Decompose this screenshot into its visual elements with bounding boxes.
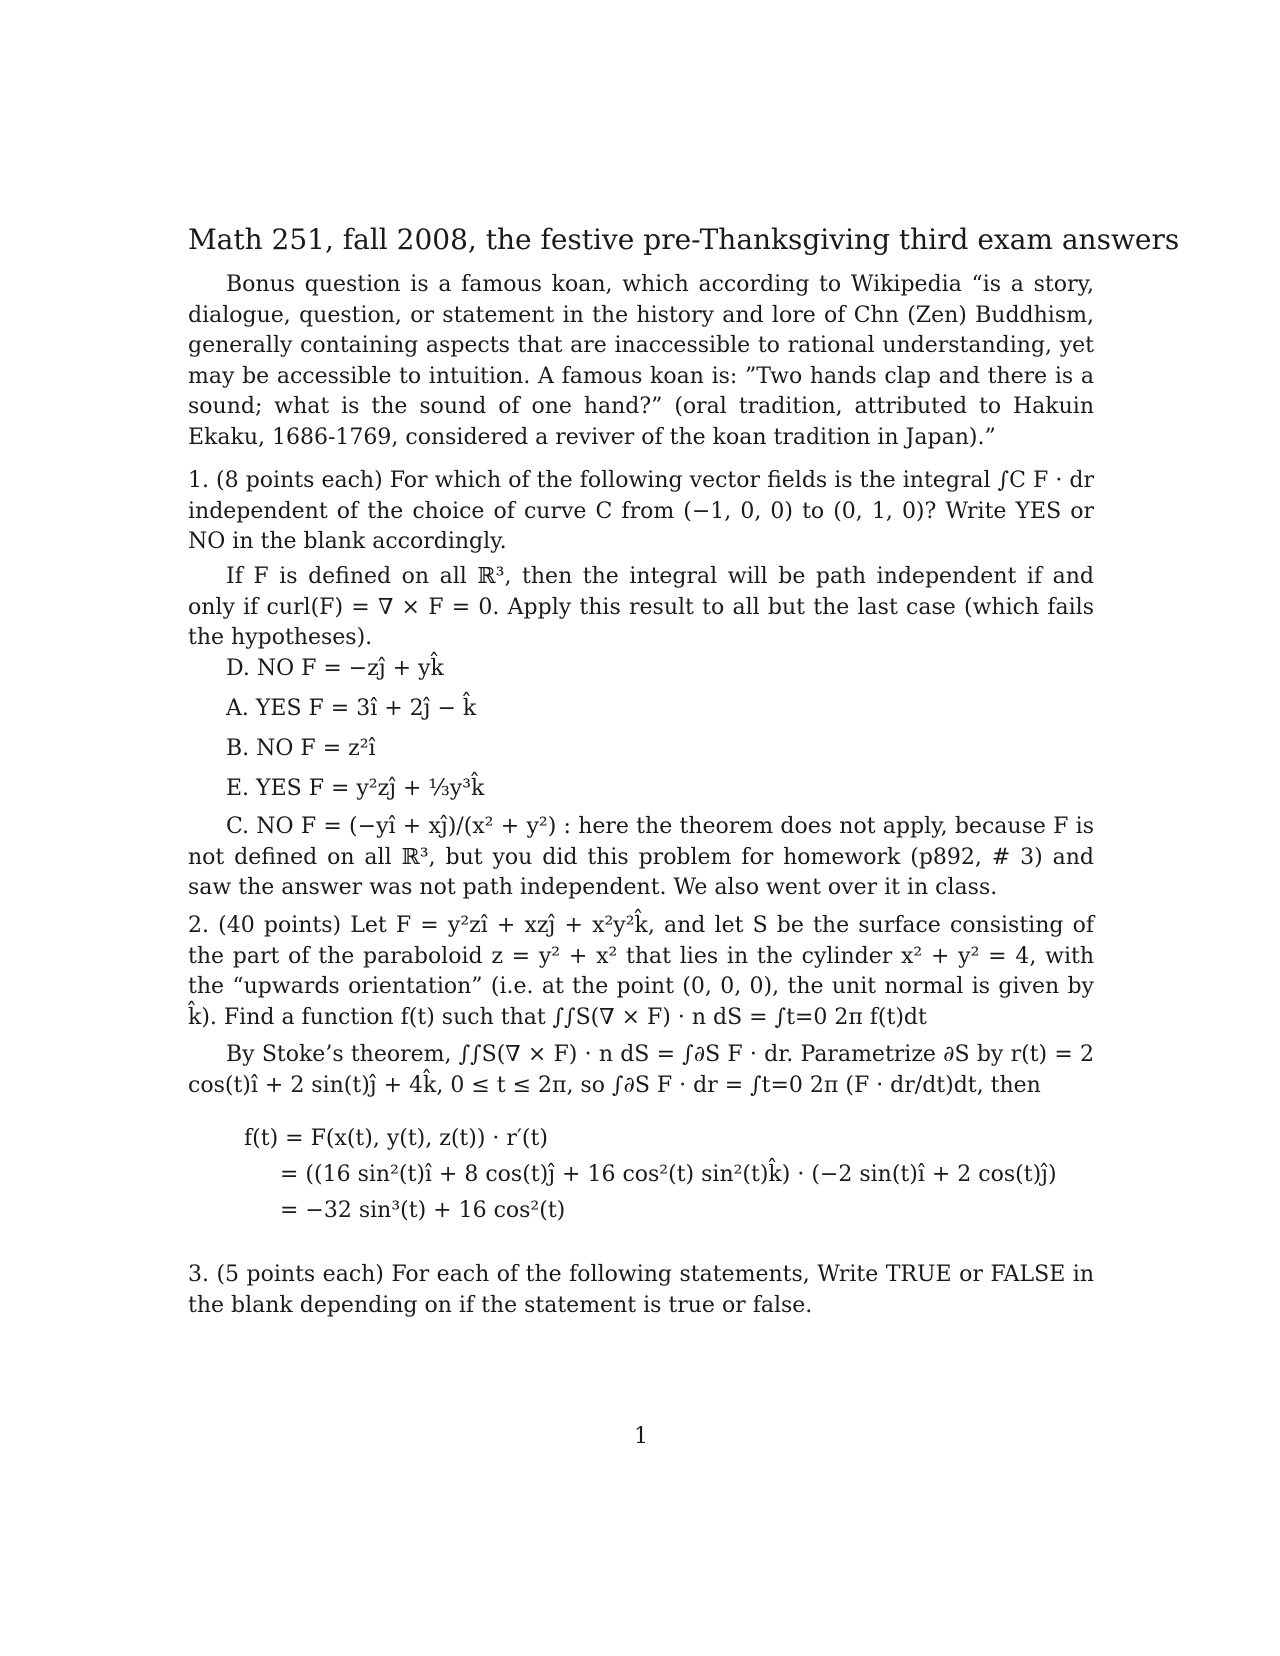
q1-question-text: 1. (8 points each) For which of the following vector fields is the integral ∫C F · dr independent of the choice of curve C from (−1, 0, 0) to (0, 1, 0)? Write YES or NO in the blank accordingly. [188, 468, 1094, 554]
page-number: 1 [634, 1424, 648, 1449]
q1-case-c [188, 812, 1094, 904]
q2-equation-line-2: = ((16 sin²(t)î + 8 cos(t)ĵ + 16 cos²(t) sin²(t)k̂) · (−2 sin(t)î + 2 cos(t)ĵ) [280, 1162, 1057, 1187]
question-1 [188, 466, 1094, 558]
q1-explanation [188, 562, 1094, 654]
q1-case-c-text: C. NO F = (−yî + xĵ)/(x² + y²) : here the theorem does not apply, because F is not defined on all ℝ³, but you did this problem for homework (p892, # 3) and saw the answer was not path independent. We also went over it in class. [188, 814, 1094, 900]
page-title: Math 251, fall 2008, the festive pre-Thanksgiving third exam answers [188, 223, 1180, 256]
q2-question-text: 2. (40 points) Let F = y²zî + xzĵ + x²y²k̂, and let S be the surface consisting of the part of the paraboloid z = y² + x² that lies in the cylinder x² + y² = 4, with the “upwards orientation” (i.e. at the point (0, 0, 0), the unit normal is given by k̂). Find a function f(t) such that ∫∫S(∇ × F) · n dS = ∫t=0 2π f(t)dt [188, 913, 1094, 1030]
intro-paragraph [188, 270, 1094, 453]
q3-question-text: 3. (5 points each) For each of the following statements, Write TRUE or FALSE in the blank depending on if the statement is true or false. [188, 1262, 1094, 1318]
q1-explanation-text: If F is defined on all ℝ³, then the integral will be path independent if and only if curl(F) = ∇ × F = 0. Apply this result to all but the last case (which fails the hypotheses). [188, 564, 1094, 650]
q1-answer-d: D. NO F = −zĵ + yk̂ [226, 656, 444, 681]
q1-answer-e: E. YES F = y²zĵ + ⅓y³k̂ [226, 776, 485, 801]
q2-solution-text: By Stoke’s theorem, ∫∫S(∇ × F) · n dS = ∫∂S F · dr. Parametrize ∂S by r(t) = 2 cos(t)î + 2 sin(t)ĵ + 4k̂, 0 ≤ t ≤ 2π, so ∫∂S F · dr = ∫t=0 2π (F · dr/dt)dt, then [188, 1042, 1094, 1098]
q2-equation-line-3: = −32 sin³(t) + 16 cos²(t) [280, 1198, 566, 1223]
intro-text: Bonus question is a famous koan, which according to Wikipedia “is a story, dialogue, question, or statement in the history and lore of Chn (Zen) Buddhism, generally containing aspects that are inaccessible to rational understanding, yet may be accessible to intuition. A famous koan is: ”Two hands clap and there is a sound; what is the sound of one hand?” (oral tradition, attributed to Hakuin Ekaku, 1686-1769, considered a reviver of the koan tradition in Japan).” [188, 272, 1094, 450]
q2-solution [188, 1040, 1094, 1101]
question-3 [188, 1260, 1094, 1321]
q1-answer-b: B. NO F = z²î [226, 736, 376, 761]
q1-answer-a: A. YES F = 3î + 2ĵ − k̂ [226, 696, 477, 721]
q2-equation-line-1: f(t) = F(x(t), y(t), z(t)) · r′(t) [244, 1126, 548, 1151]
question-2 [188, 911, 1094, 1033]
